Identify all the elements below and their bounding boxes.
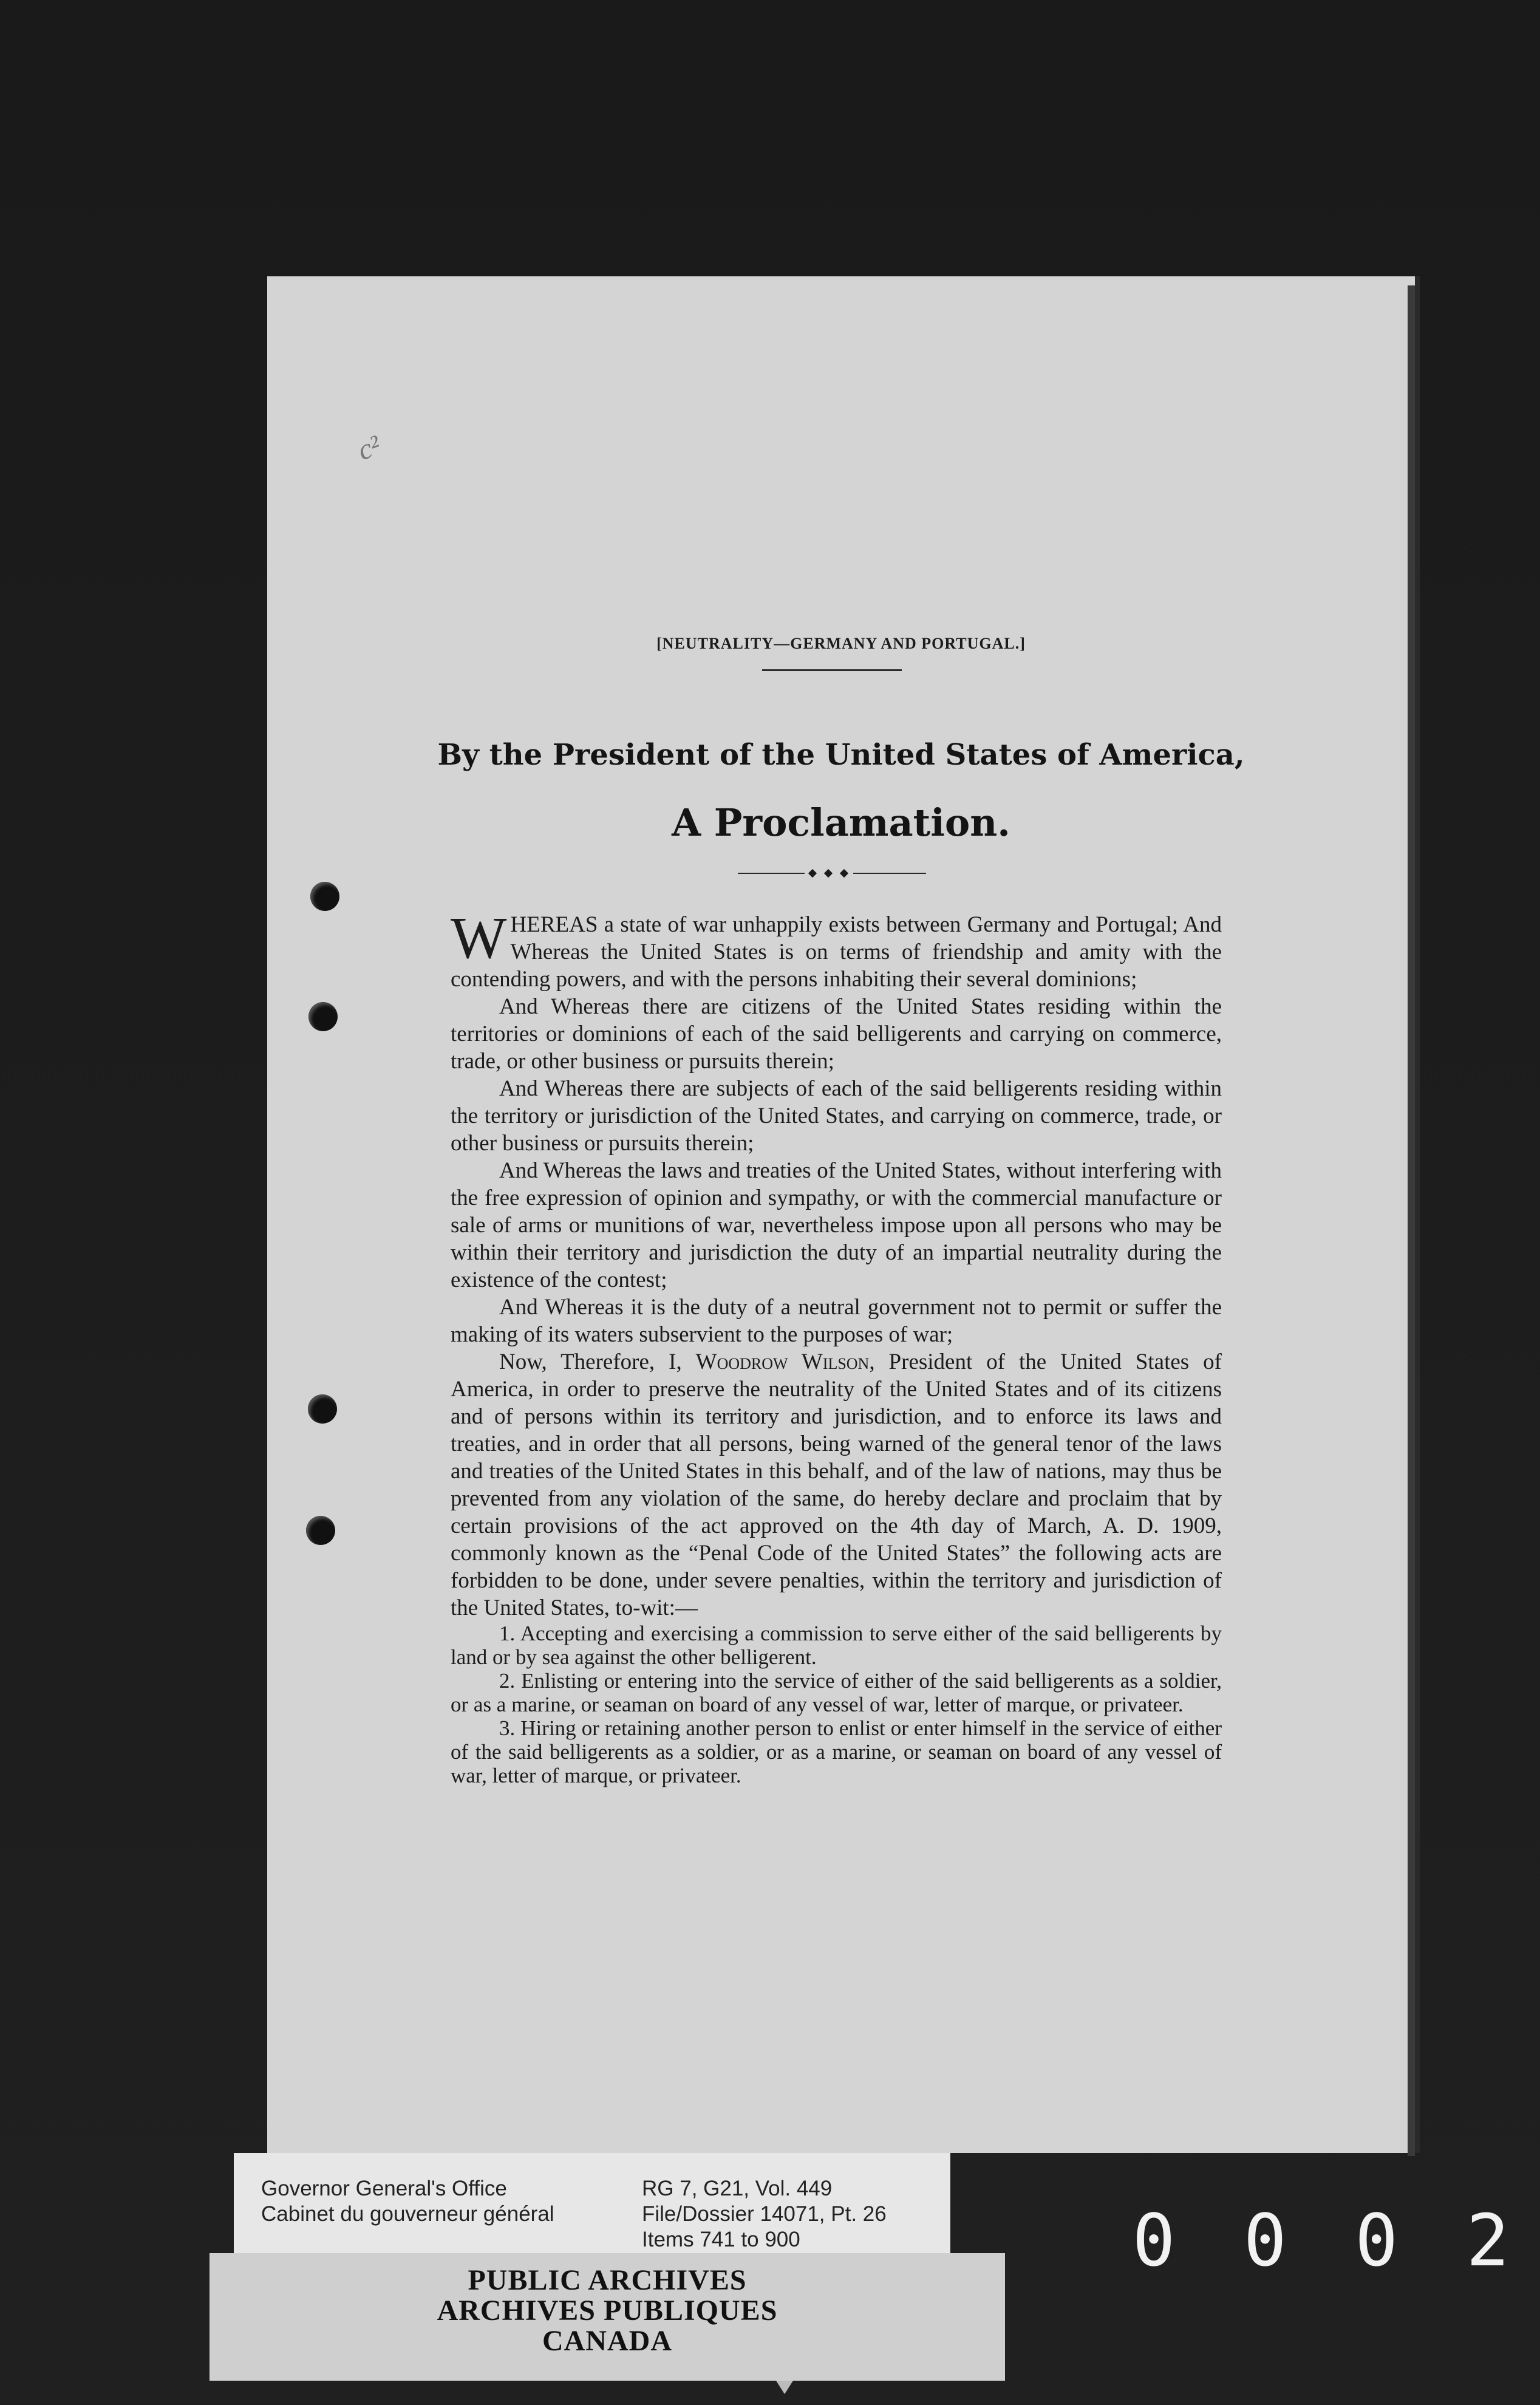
header-rule (762, 669, 902, 671)
neutrality-header: [NEUTRALITY—GERMANY AND PORTUGAL.] (656, 635, 1026, 652)
frame-number: 0 0 0 2 (1132, 2199, 1510, 2282)
list-item: 1. Accepting and exercising a commission to serve either of the said belligerents by land or by sea against the other belligerent. (451, 1622, 1222, 1669)
pencil-annotation: c² (353, 429, 385, 467)
paragraph-now-therefore: Now, Therefore, I, Woodrow Wilson, President of the United States of America, in order to preserve the neutrality of the United States and of its citizens and of persons within its territory and jurisdiction, and to enforce its laws and treaties, and in order that all persons, being warned of the general tenor of the laws and treaties of the United States in this behalf, and of the law of nations, may thus be prevented from any violation of the same, do hereby declare and proclaim that by certain provisions of the act approved on the 4th day of March, A. D. 1909, commonly known as the “Penal Code of the United States” the following acts are forbidden to be done, under severe penalties, within the territory and jurisdiction of the United States, to-wit:— (451, 1349, 1222, 1620)
forbidden-acts-list (451, 1622, 1222, 1787)
paragraph-whereas-war: WHEREAS a state of war unhappily exists between Germany and Portugal; And Whereas the United States is on terms of friendship and amity with the contending powers, and with the persons inhabiting their several dominions; (451, 906, 1222, 992)
list-item: 2. Enlisting or entering into the service of either of the said belligerents as a soldier, or as a marine, or seaman on board of any vessel of war, letter of marque, or privateer. (451, 1669, 1222, 1716)
president-name: Woodrow Wilson (695, 1349, 870, 1374)
page-edge (1408, 285, 1415, 2156)
public-archives-stamp: PUBLIC ARCHIVES ARCHIVES PUBLIQUES CANADA (210, 2253, 1005, 2381)
paragraph-whereas-laws: And Whereas the laws and treaties of the United States, without interfering with the free expression of opinion and sympathy, or with the commercial manufacture or sale of arms or munitions of war, nevertheless impose upon all persons who may be within their territory and jurisdiction the duty of an impartial neutrality during the existence of the contest; (451, 1158, 1222, 1292)
punch-hole (306, 1516, 335, 1545)
archive-office: Governor General's Office Cabinet du gouverneur général (261, 2177, 554, 2226)
paragraph-whereas-subjects: And Whereas there are subjects of each of the said belligerents residing within the territory or jurisdiction of the United States, and carrying on commerce, trade, or other business or pursuits therein; (451, 1076, 1222, 1156)
proclamation-byline: By the President of the United States of America, (437, 738, 1245, 772)
drop-cap: W (451, 906, 507, 971)
punch-hole (308, 1002, 338, 1031)
archive-label (234, 2153, 950, 2256)
proclamation-title: A Proclamation. (672, 800, 1010, 845)
paragraph-whereas-citizens: And Whereas there are citizens of the United States residing within the territories or dominions of each of the said belligerents and carrying on commerce, trade, or other business or pursuits therein; (451, 994, 1222, 1074)
paragraph-whereas-duty: And Whereas it is the duty of a neutral government not to permit or suffer the making of its waters subservient to the purposes of war; (451, 1295, 1222, 1347)
punch-hole (308, 1394, 337, 1424)
ornament-divider (738, 870, 926, 877)
archive-reference: RG 7, G21, Vol. 449 File/Dossier 14071, Pt. 26 Items 741 to 900 (642, 2177, 887, 2251)
proclamation-body (451, 906, 1222, 1787)
list-item: 3. Hiring or retaining another person to enlist or enter himself in the service of either of the said belligerents as a soldier, or as a marine, or seaman on board of any vessel of war, letter of marque, or privateer. (451, 1716, 1222, 1787)
film-marker-icon (776, 2381, 793, 2394)
punch-hole (310, 882, 339, 911)
